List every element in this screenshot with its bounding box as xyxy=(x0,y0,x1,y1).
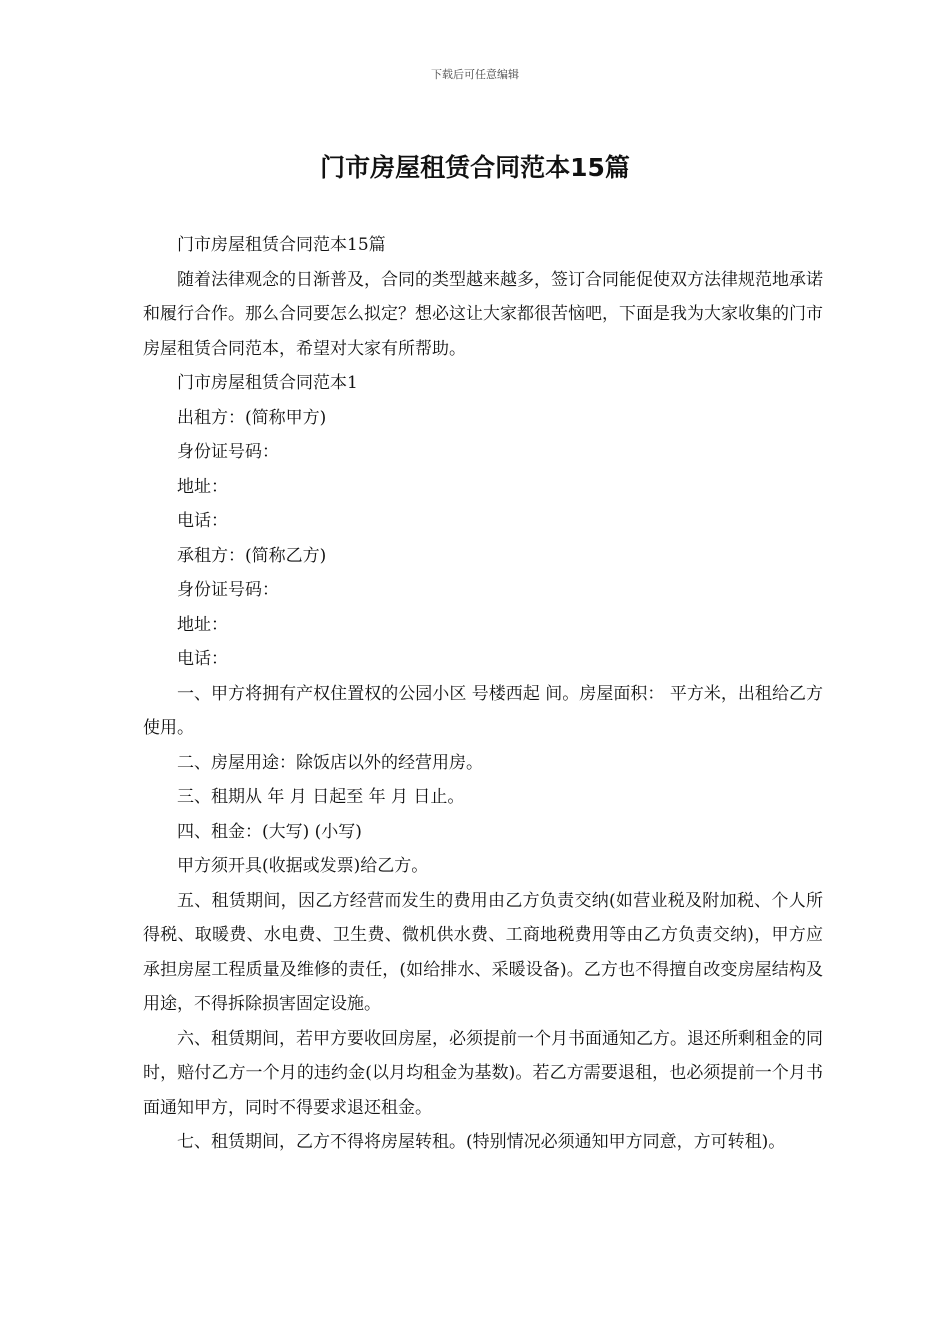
paragraph: 六、租赁期间，若甲方要收回房屋，必须提前一个月书面通知乙方。退还所剩租金的同时，赔付乙方一个月的违约金(以月均租金为基数)。若乙方需要退租，也必须提前一个月书面通知甲方，同时不得要求退还租金。 xyxy=(143,1028,823,1118)
paragraph: 身份证号码： xyxy=(177,442,279,462)
paragraph: 五、租赁期间，因乙方经营而发生的费用由乙方负责交纳(如营业税及附加税、个人所得税、取暖费、水电费、卫生费、微机供水费、工商地税费用等由乙方负责交纳)，甲方应承担房屋工程质量及维修的责任，(如给排水、采暖设备)。乙方也不得擅自改变房屋结构及用途，不得拆除损害固定设施。 xyxy=(143,890,823,1014)
document-title: 门市房屋租赁合同范本15篇 xyxy=(320,153,630,182)
paragraph: 地址： xyxy=(177,476,228,497)
paragraph: 一、甲方将拥有产权住置权的公园小区 号楼西起 间。房屋面积： 平方米，出租给乙方使用。 xyxy=(143,683,823,738)
paragraph: 门市房屋租赁合同范本15篇 xyxy=(177,235,386,255)
paragraph: 出租方：(简称甲方) xyxy=(177,407,327,428)
document-body xyxy=(143,228,823,1160)
paragraph: 门市房屋租赁合同范本1 xyxy=(177,373,358,393)
paragraph: 甲方须开具(收据或发票)给乙方。 xyxy=(177,856,429,876)
paragraph: 随着法律观念的日渐普及，合同的类型越来越多，签订合同能促使双方法律规范地承诺和履行合作。那么合同要怎么拟定？想必这让大家都很苦恼吧，下面是我为大家收集的门市房屋租赁合同范本，希望对大家有所帮助。 xyxy=(143,269,823,359)
paragraph: 承租方：(简称乙方) xyxy=(177,545,327,566)
paragraph: 身份证号码： xyxy=(177,580,279,600)
paragraph: 地址： xyxy=(177,614,228,635)
header-note: 下载后可任意编辑 xyxy=(431,68,519,81)
paragraph: 电话： xyxy=(177,649,228,669)
paragraph: 七、租赁期间，乙方不得将房屋转租。(特别情况必须通知甲方同意，方可转租)。 xyxy=(177,1132,786,1152)
paragraph: 电话： xyxy=(177,511,228,531)
paragraph: 三、租期从 年 月 日起至 年 月 日止。 xyxy=(177,787,465,807)
paragraph: 二、房屋用途：除饭店以外的经营用房。 xyxy=(177,752,483,773)
paragraph: 四、租金：(大写) (小写) xyxy=(177,821,362,842)
